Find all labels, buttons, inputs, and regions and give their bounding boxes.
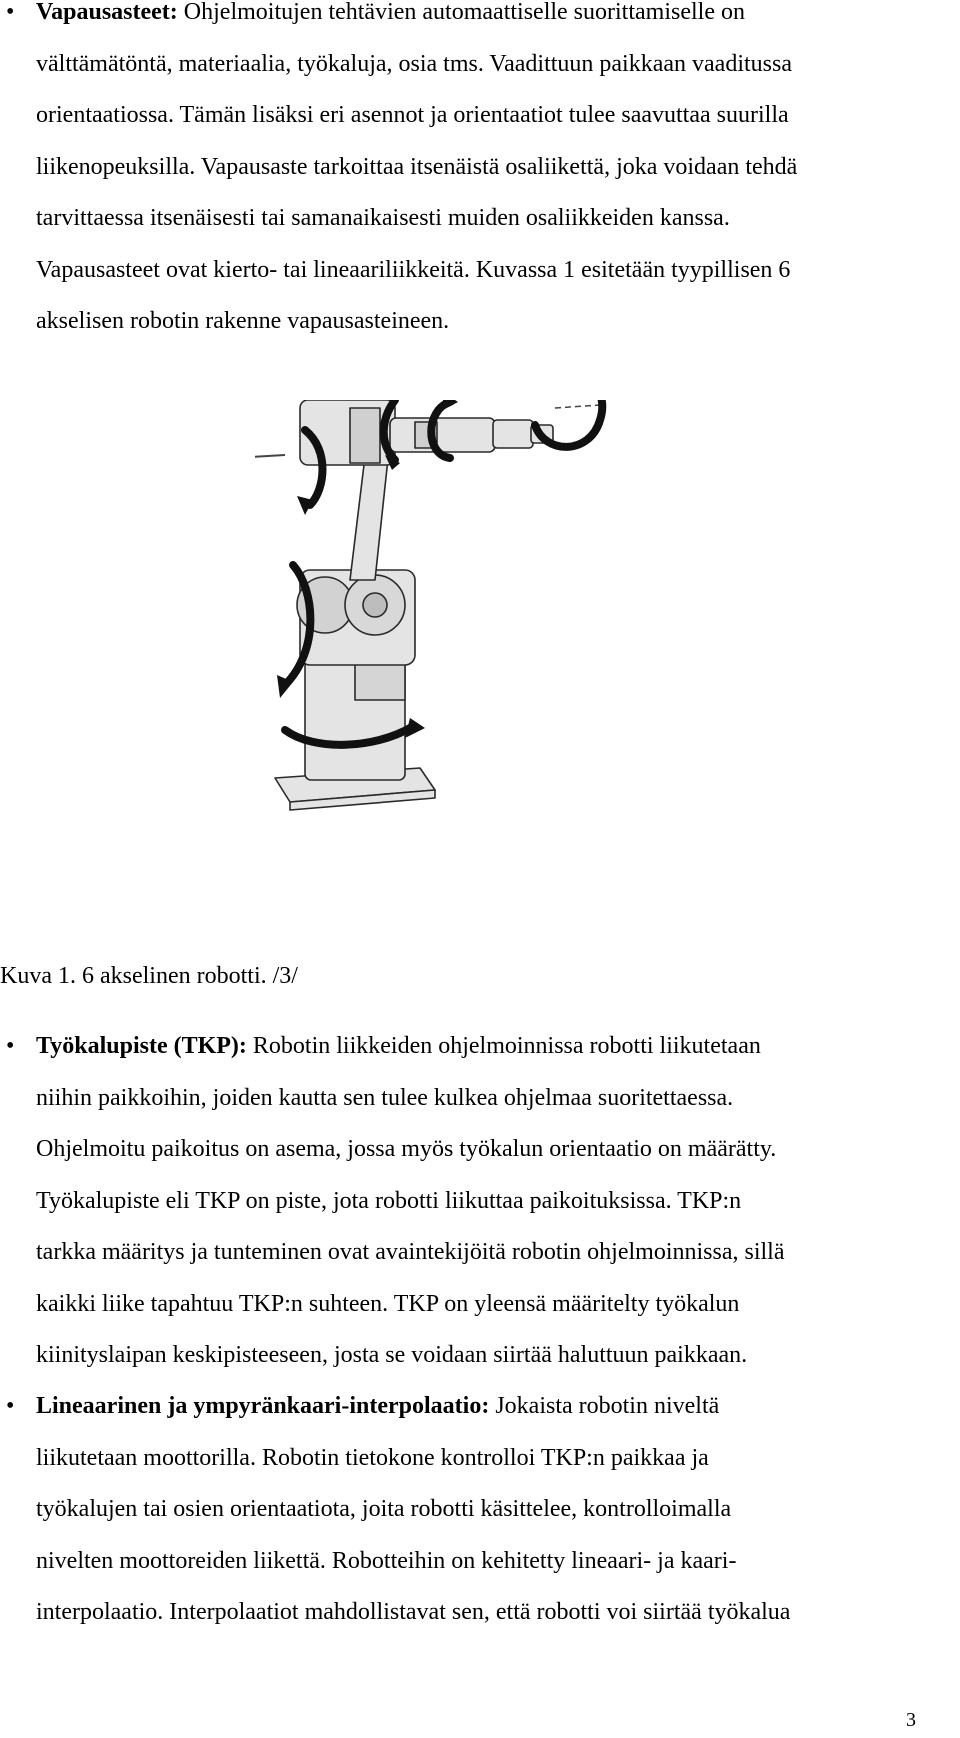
paragraph-line: interpolaatio. Interpolaatiot mahdollistavat sen, että robotti voi siirtää työkalua (36, 1599, 791, 1625)
paragraph-line: kiinityslaipan keskipisteeseen, josta se voidaan siirtää haluttuun paikkaan. (36, 1342, 748, 1368)
robot-arm-figure (255, 400, 675, 900)
bullet-dot: • (6, 0, 15, 25)
paragraph-line: liikenopeuksilla. Vapausaste tarkoittaa itsenäistä osaliikettä, joka voidaan tehdä (36, 153, 798, 180)
line-text: Ohjelmoitujen tehtävien automaattiselle suorittamiselle on (177, 0, 745, 25)
page-number: 3 (906, 1709, 916, 1731)
paragraph-line: Ohjelmoitu paikoitus on asema, jossa myös työkalun orientaatio on määrätty. (36, 1136, 777, 1162)
paragraph-line: Vapausasteet ovat kierto- tai lineaariliikkeitä. Kuvassa 1 esitetään tyypillisen 6 (36, 256, 791, 283)
bullet-paragraph-interpolaatio (6, 1381, 956, 1639)
robot-forearm (390, 418, 495, 452)
line-text: Robotin liikkeiden ohjelmoinnissa robotti liikutetaan (246, 1033, 761, 1059)
paragraph-line: Työkalupiste eli TKP on piste, jota robotti liikuttaa paikoituksissa. TKP:n (36, 1187, 742, 1214)
line-text: Jokaista robotin niveltä (489, 1393, 720, 1419)
paragraph-line: työkalujen tai osien orientaatiota, joita robotti käsittelee, kontrolloimalla (36, 1496, 732, 1522)
paragraph-line: tarvittaessa itsenäisesti tai samanaikaisesti muiden osaliikkeiden kanssa. (36, 205, 730, 231)
paragraph-line: orientaatiossa. Tämän lisäksi eri asennot ja orientaatiot tulee saavuttaa suurilla (36, 102, 789, 128)
bullet-paragraph-tyokalupiste (6, 1021, 956, 1382)
paragraph-line: liikutetaan moottorilla. Robotin tietokone kontrolloi TKP:n paikkaa ja (36, 1444, 709, 1471)
bullet-dot: • (6, 1393, 15, 1419)
term-heading: Lineaarinen ja ympyränkaari-interpolaatio: (36, 1393, 490, 1419)
figure-caption: Kuva 1. 6 akselinen robotti. /3/ (0, 963, 298, 989)
paragraph-line (36, 1021, 956, 1073)
bullet-dot: • (6, 1033, 15, 1059)
paragraph-line: akselisen robotin rakenne vapausasteineen. (36, 308, 450, 334)
paragraph-line: välttämätöntä, materiaalia, työkaluja, osia tms. Vaadittuun paikkaan vaaditussa (36, 50, 792, 77)
term-heading: Työkalupiste (TKP): (36, 1033, 247, 1059)
paragraph-line (36, 0, 956, 39)
paragraph-line: nivelten moottoreiden liikettä. Robotteihin on kehitetty lineaari- ja kaari- (36, 1547, 737, 1574)
paragraph-line: kaikki liike tapahtuu TKP:n suhteen. TKP on yleensä määritelty työkalun (36, 1290, 740, 1317)
paragraph-line: niihin paikkoihin, joiden kautta sen tulee kulkea ohjelmaa suoritettaessa. (36, 1084, 734, 1111)
bullet-paragraph-vapausasteet (6, 0, 956, 348)
term-heading: Vapausasteet: (36, 0, 178, 25)
paragraph-line: tarkka määritys ja tunteminen ovat avaintekijöitä robotin ohjelmoinnissa, sillä (36, 1239, 785, 1265)
paragraph-line (36, 1381, 956, 1433)
robot-wrist (493, 420, 533, 448)
